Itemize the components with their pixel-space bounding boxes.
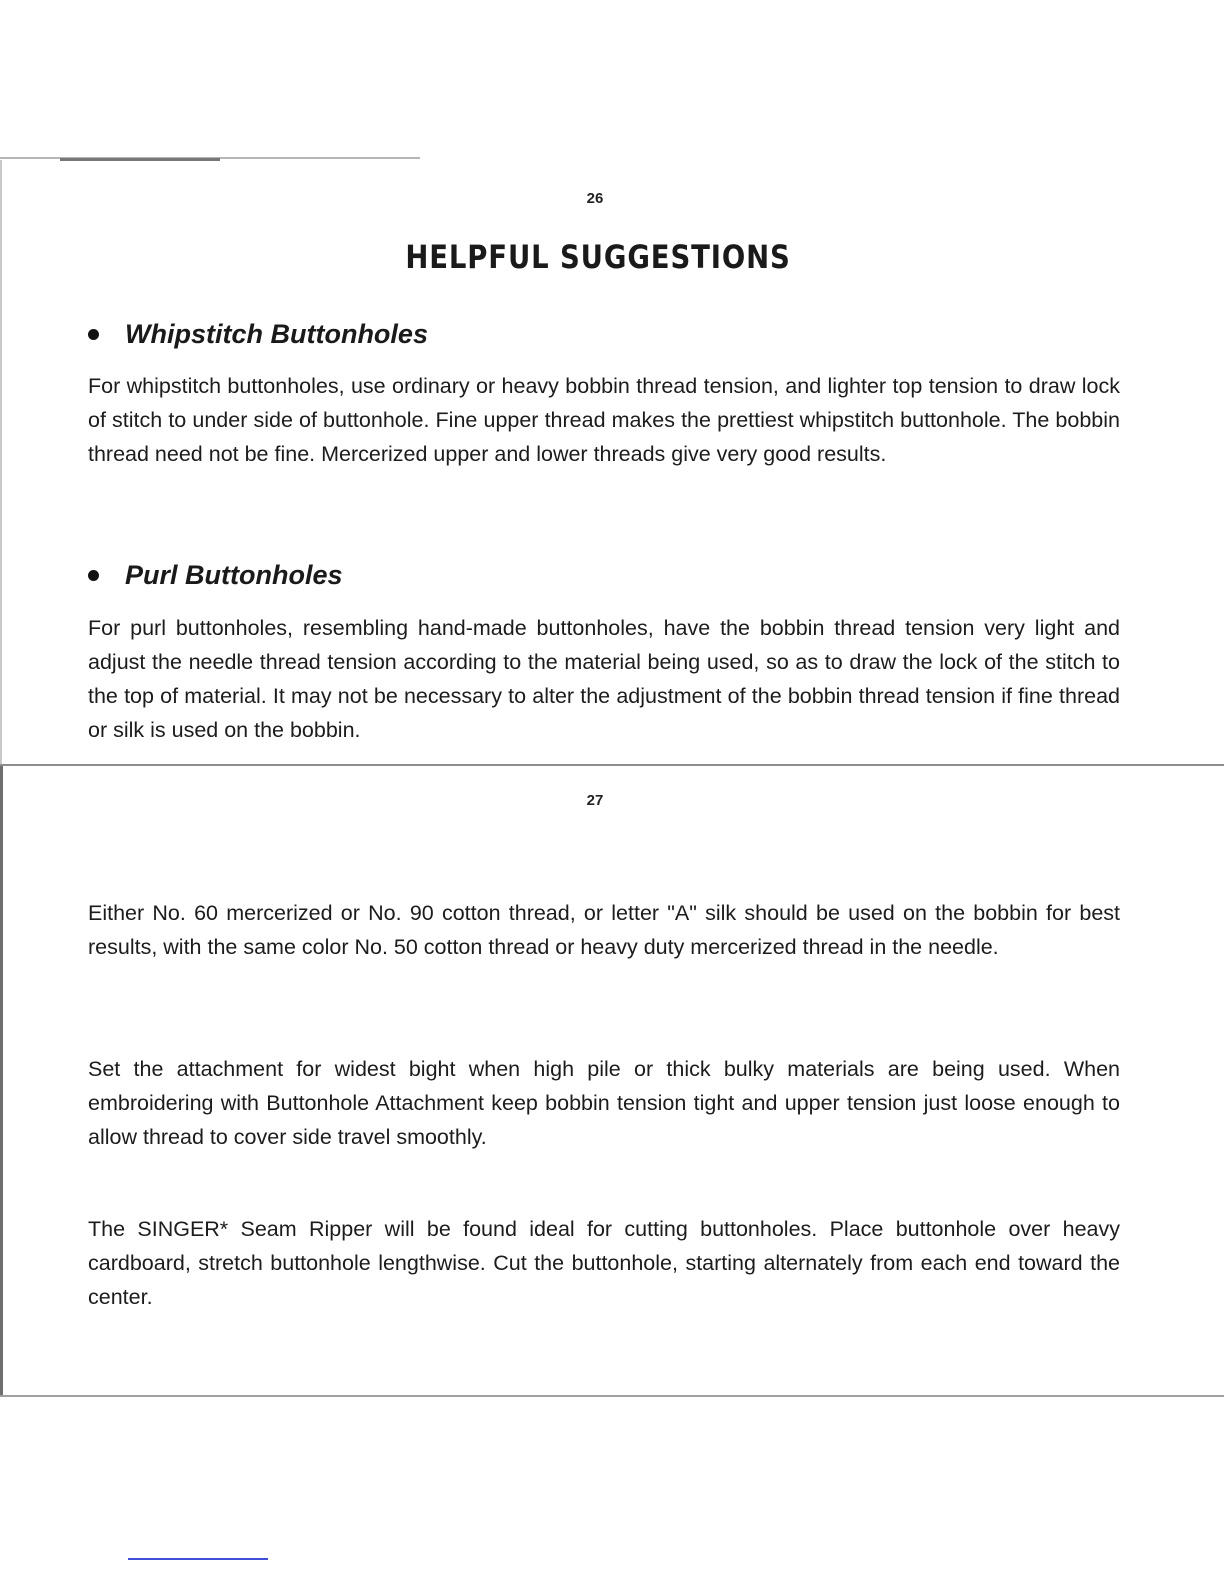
bullet-icon	[88, 570, 99, 581]
section-heading-text: Whipstitch Buttonholes	[125, 319, 428, 349]
bottom-page-edge	[0, 1395, 1224, 1397]
paragraph-purl: For purl buttonholes, resembling hand-made buttonholes, have the bobbin thread tension very light and adjust the needle thread tension according to the material being used, so as to draw the lock of the stitch to the top of material. It may not be necessary to alter the adjustment of the bobbin thread tension if fine thread or silk is used on the bobbin.	[88, 616, 1120, 742]
paragraph-bobbin-thread: Either No. 60 mercerized or No. 90 cotton thread, or letter "A" silk should be used on the bobbin for best results, with the same color No. 50 cotton thread or heavy duty mercerized thread in the needle.	[88, 901, 1120, 959]
bullet-icon	[88, 329, 99, 340]
page-number-top: 26	[586, 190, 604, 207]
section-heading-whipstitch	[88, 319, 428, 350]
blue-rule	[128, 1558, 268, 1560]
page-title: HELPFUL SUGGESTIONS	[405, 238, 791, 276]
paragraph-seam-ripper: The SINGER* Seam Ripper will be found ideal for cutting buttonholes. Place buttonhole over heavy cardboard, stretch buttonhole lengthwise. Cut the buttonhole, starting alternately from each end toward the center.	[88, 1217, 1120, 1309]
paragraph-whipstitch: For whipstitch buttonholes, use ordinary or heavy bobbin thread tension, and lighter top tension to draw lock of stitch to under side of buttonhole. Fine upper thread makes the prettiest whipstitch buttonhole. The bobbin thread need not be fine. Mercerized upper and lower threads give very good results.	[88, 374, 1120, 466]
section-heading-text: Purl Buttonholes	[125, 560, 343, 590]
page-number-bottom: 27	[586, 792, 604, 809]
top-page-edge-dark	[60, 158, 220, 161]
left-page-edge-bottom	[0, 766, 3, 1396]
page-fold-line	[0, 764, 1224, 766]
paragraph-attachment-bight: Set the attachment for widest bight when high pile or thick bulky materials are being used. When embroidering with Buttonhole Attachment keep bobbin tension tight and upper tension just loose enough to allow thread to cover side travel smoothly.	[88, 1057, 1120, 1149]
left-page-edge-top	[0, 160, 2, 765]
section-heading-purl	[88, 560, 343, 591]
